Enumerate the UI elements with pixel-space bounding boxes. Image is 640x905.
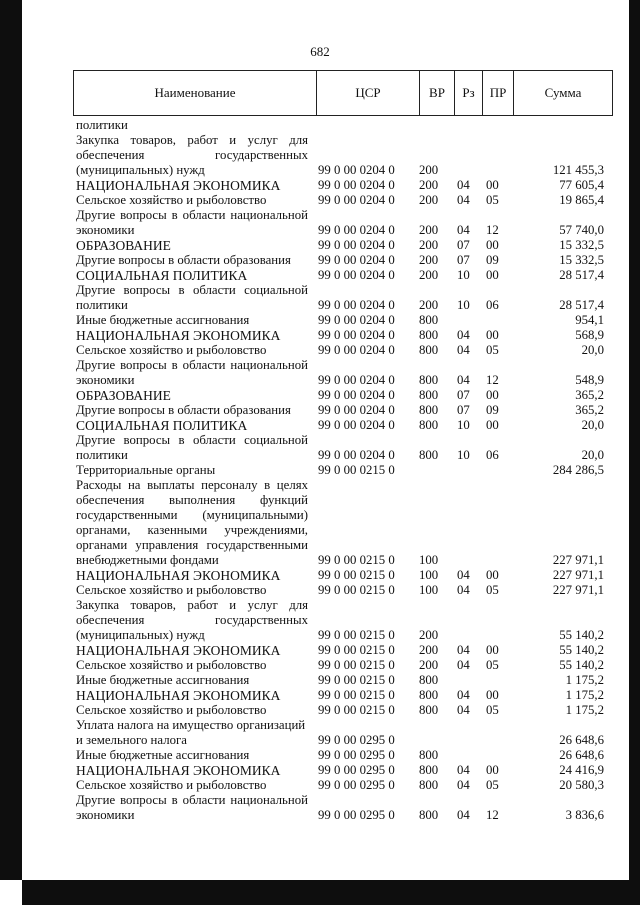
table-row xyxy=(0,193,640,208)
row-csr: 99 0 00 0215 0 xyxy=(318,583,395,597)
row-name: внебюджетными фондами xyxy=(76,553,219,567)
row-csr: 99 0 00 0215 0 xyxy=(318,703,395,717)
table-row xyxy=(0,808,640,823)
row-name: Расходы на выплаты персоналу в целях xyxy=(76,478,308,492)
row-sum: 20,0 xyxy=(581,448,604,462)
row-pr: 06 xyxy=(486,448,499,462)
row-rz: 10 xyxy=(457,298,470,312)
row-vr: 100 xyxy=(419,583,439,597)
row-name: ОБРАЗОВАНИЕ xyxy=(76,238,171,253)
row-sum: 121 455,3 xyxy=(552,163,604,177)
row-sum: 55 140,2 xyxy=(559,628,604,642)
table-row xyxy=(0,793,640,808)
table-row xyxy=(0,598,640,613)
row-pr: 12 xyxy=(486,223,499,237)
row-name: Другие вопросы в области национальной xyxy=(76,358,308,372)
table-row xyxy=(0,358,640,373)
row-sum: 227 971,1 xyxy=(552,568,604,582)
row-sum: 227 971,1 xyxy=(552,553,604,567)
row-pr: 00 xyxy=(486,643,499,657)
row-rz: 04 xyxy=(457,703,470,717)
table-row xyxy=(0,163,640,178)
row-name: экономики xyxy=(76,373,135,387)
row-name: политики xyxy=(76,118,128,132)
row-csr: 99 0 00 0204 0 xyxy=(318,298,395,312)
row-name: органами управления государственными xyxy=(76,538,308,552)
table-row xyxy=(0,268,640,283)
row-csr: 99 0 00 0215 0 xyxy=(318,643,395,657)
row-name: Иные бюджетные ассигнования xyxy=(76,313,250,327)
row-name: Сельское хозяйство и рыболовство xyxy=(76,343,267,357)
row-vr: 800 xyxy=(419,703,439,717)
row-csr: 99 0 00 0215 0 xyxy=(318,568,395,582)
row-csr: 99 0 00 0215 0 xyxy=(318,463,395,477)
row-pr: 05 xyxy=(486,343,499,357)
row-csr: 99 0 00 0204 0 xyxy=(318,343,395,357)
row-vr: 200 xyxy=(419,223,439,237)
table-row xyxy=(0,118,640,133)
table-row xyxy=(0,763,640,778)
row-rz: 07 xyxy=(457,403,470,417)
row-csr: 99 0 00 0204 0 xyxy=(318,223,395,237)
row-name: НАЦИОНАЛЬНАЯ ЭКОНОМИКА xyxy=(76,178,281,193)
row-vr: 200 xyxy=(419,253,439,267)
row-vr: 800 xyxy=(419,328,439,342)
header-name: Наименование xyxy=(154,85,236,100)
row-sum: 77 605,4 xyxy=(559,178,604,192)
row-name: СОЦИАЛЬНАЯ ПОЛИТИКА xyxy=(76,268,248,283)
row-sum: 568,9 xyxy=(575,328,604,342)
row-vr: 800 xyxy=(419,313,439,327)
row-rz: 04 xyxy=(457,688,470,702)
table-row xyxy=(0,343,640,358)
row-vr: 200 xyxy=(419,193,439,207)
row-rz: 04 xyxy=(457,223,470,237)
row-rz: 04 xyxy=(457,373,470,387)
row-pr: 00 xyxy=(486,388,499,402)
row-name: Территориальные органы xyxy=(76,463,216,477)
row-pr: 05 xyxy=(486,703,499,717)
row-sum: 227 971,1 xyxy=(552,583,604,597)
row-name: Сельское хозяйство и рыболовство xyxy=(76,193,267,207)
table-row xyxy=(0,223,640,238)
row-vr: 200 xyxy=(419,268,439,282)
row-csr: 99 0 00 0204 0 xyxy=(318,238,395,252)
table-row xyxy=(0,253,640,268)
row-sum: 28 517,4 xyxy=(559,298,604,312)
row-sum: 28 517,4 xyxy=(559,268,604,282)
table-row xyxy=(0,538,640,553)
row-vr: 200 xyxy=(419,238,439,252)
row-rz: 04 xyxy=(457,658,470,672)
row-csr: 99 0 00 0204 0 xyxy=(318,268,395,282)
row-pr: 05 xyxy=(486,778,499,792)
row-sum: 15 332,5 xyxy=(559,253,604,267)
row-name: Другие вопросы в области национальной xyxy=(76,208,308,222)
page-number: 682 xyxy=(310,44,330,59)
table-row xyxy=(0,748,640,763)
row-csr: 99 0 00 0204 0 xyxy=(318,403,395,417)
table-row xyxy=(0,283,640,298)
row-rz: 07 xyxy=(457,238,470,252)
row-csr: 99 0 00 0204 0 xyxy=(318,373,395,387)
row-name: Сельское хозяйство и рыболовство xyxy=(76,703,267,717)
row-pr: 12 xyxy=(486,373,499,387)
row-name: Уплата налога на имущество организаций xyxy=(76,718,306,732)
row-rz: 04 xyxy=(457,583,470,597)
row-vr: 800 xyxy=(419,403,439,417)
row-sum: 19 865,4 xyxy=(559,193,604,207)
header-pr: ПР xyxy=(489,85,507,100)
row-vr: 800 xyxy=(419,778,439,792)
row-rz: 04 xyxy=(457,643,470,657)
table-row xyxy=(0,478,640,493)
row-name: Сельское хозяйство и рыболовство xyxy=(76,658,267,672)
row-sum: 365,2 xyxy=(575,403,604,417)
row-name: НАЦИОНАЛЬНАЯ ЭКОНОМИКА xyxy=(76,643,281,658)
row-csr: 99 0 00 0295 0 xyxy=(318,733,395,747)
row-rz: 07 xyxy=(457,253,470,267)
row-rz: 07 xyxy=(457,388,470,402)
table-row xyxy=(0,313,640,328)
row-rz: 04 xyxy=(457,328,470,342)
row-name: экономики xyxy=(76,223,135,237)
row-name: НАЦИОНАЛЬНАЯ ЭКОНОМИКА xyxy=(76,328,281,343)
row-vr: 200 xyxy=(419,178,439,192)
row-name: Другие вопросы в области образования xyxy=(76,403,291,417)
row-rz: 04 xyxy=(457,808,470,822)
table-row xyxy=(0,733,640,748)
row-name: и земельного налога xyxy=(76,733,187,747)
row-name: Иные бюджетные ассигнования xyxy=(76,748,250,762)
row-name: Закупка товаров, работ и услуг для xyxy=(76,133,308,147)
row-name: государственными (муниципальными) xyxy=(76,508,308,522)
row-sum: 20 580,3 xyxy=(559,778,604,792)
row-name: Другие вопросы в области социальной xyxy=(76,433,308,447)
row-sum: 55 140,2 xyxy=(559,658,604,672)
table-row xyxy=(0,673,640,688)
row-sum: 548,9 xyxy=(575,373,604,387)
row-vr: 800 xyxy=(419,388,439,402)
row-pr: 06 xyxy=(486,298,499,312)
table-row xyxy=(0,508,640,523)
row-name: политики xyxy=(76,448,128,462)
table-row xyxy=(0,658,640,673)
table-row xyxy=(0,133,640,148)
row-name: СОЦИАЛЬНАЯ ПОЛИТИКА xyxy=(76,418,248,433)
row-pr: 05 xyxy=(486,658,499,672)
row-pr: 00 xyxy=(486,268,499,282)
row-name: НАЦИОНАЛЬНАЯ ЭКОНОМИКА xyxy=(76,568,281,583)
row-csr: 99 0 00 0204 0 xyxy=(318,163,395,177)
row-sum: 1 175,2 xyxy=(565,688,604,702)
row-csr: 99 0 00 0215 0 xyxy=(318,658,395,672)
row-vr: 800 xyxy=(419,748,439,762)
table-row xyxy=(0,643,640,658)
table-row xyxy=(0,448,640,463)
table-row xyxy=(0,328,640,343)
header-csr: ЦСР xyxy=(355,85,381,100)
row-pr: 12 xyxy=(486,808,499,822)
table-row xyxy=(0,238,640,253)
row-csr: 99 0 00 0295 0 xyxy=(318,763,395,777)
row-vr: 800 xyxy=(419,343,439,357)
table-row xyxy=(0,523,640,538)
scan-border-bottom xyxy=(22,880,640,905)
table-row xyxy=(0,778,640,793)
row-name: ОБРАЗОВАНИЕ xyxy=(76,388,171,403)
row-pr: 09 xyxy=(486,253,499,267)
row-csr: 99 0 00 0204 0 xyxy=(318,418,395,432)
row-vr: 100 xyxy=(419,553,439,567)
table-row xyxy=(0,493,640,508)
row-sum: 1 175,2 xyxy=(565,703,604,717)
row-pr: 00 xyxy=(486,238,499,252)
row-sum: 55 140,2 xyxy=(559,643,604,657)
row-csr: 99 0 00 0215 0 xyxy=(318,628,395,642)
table-row xyxy=(0,208,640,223)
row-csr: 99 0 00 0204 0 xyxy=(318,448,395,462)
row-sum: 26 648,6 xyxy=(559,733,604,747)
table-row xyxy=(0,583,640,598)
row-csr: 99 0 00 0295 0 xyxy=(318,748,395,762)
row-sum: 26 648,6 xyxy=(559,748,604,762)
header-sum: Сумма xyxy=(544,85,582,100)
table-row xyxy=(0,688,640,703)
row-csr: 99 0 00 0204 0 xyxy=(318,178,395,192)
row-csr: 99 0 00 0215 0 xyxy=(318,673,395,687)
row-sum: 15 332,5 xyxy=(559,238,604,252)
row-name: политики xyxy=(76,298,128,312)
row-pr: 00 xyxy=(486,688,499,702)
row-csr: 99 0 00 0204 0 xyxy=(318,313,395,327)
row-name: обеспечения государственных xyxy=(76,148,308,162)
table-row xyxy=(0,628,640,643)
row-name: Закупка товаров, работ и услуг для xyxy=(76,598,308,612)
row-sum: 365,2 xyxy=(575,388,604,402)
row-rz: 10 xyxy=(457,448,470,462)
row-sum: 20,0 xyxy=(581,418,604,432)
row-rz: 04 xyxy=(457,763,470,777)
row-name: Сельское хозяйство и рыболовство xyxy=(76,778,267,792)
table-row xyxy=(0,463,640,478)
table-row xyxy=(0,403,640,418)
row-pr: 09 xyxy=(486,403,499,417)
row-name: Иные бюджетные ассигнования xyxy=(76,673,250,687)
row-name: органами, казенными учреждениями, xyxy=(76,523,308,537)
row-name: обеспечения выполнения функций xyxy=(76,493,308,507)
row-name: Другие вопросы в области социальной xyxy=(76,283,308,297)
row-vr: 800 xyxy=(419,688,439,702)
row-name: экономики xyxy=(76,808,135,822)
row-csr: 99 0 00 0295 0 xyxy=(318,808,395,822)
table-row xyxy=(0,178,640,193)
row-csr: 99 0 00 0204 0 xyxy=(318,388,395,402)
table-row xyxy=(0,388,640,403)
row-name: (муниципальных) нужд xyxy=(76,628,205,642)
row-sum: 954,1 xyxy=(575,313,604,327)
row-name: обеспечения государственных xyxy=(76,613,308,627)
row-name: Другие вопросы в области национальной xyxy=(76,793,308,807)
row-pr: 00 xyxy=(486,178,499,192)
row-pr: 00 xyxy=(486,328,499,342)
header-rz: Рз xyxy=(462,85,475,100)
row-pr: 00 xyxy=(486,763,499,777)
row-vr: 200 xyxy=(419,163,439,177)
row-name: НАЦИОНАЛЬНАЯ ЭКОНОМИКА xyxy=(76,763,281,778)
row-rz: 10 xyxy=(457,418,470,432)
row-pr: 00 xyxy=(486,568,499,582)
row-csr: 99 0 00 0204 0 xyxy=(318,328,395,342)
row-vr: 800 xyxy=(419,448,439,462)
table-row xyxy=(0,148,640,163)
table-row xyxy=(0,418,640,433)
table-header xyxy=(73,70,613,116)
row-vr: 800 xyxy=(419,418,439,432)
row-name: (муниципальных) нужд xyxy=(76,163,205,177)
row-vr: 200 xyxy=(419,643,439,657)
row-sum: 1 175,2 xyxy=(565,673,604,687)
row-pr: 00 xyxy=(486,418,499,432)
row-sum: 3 836,6 xyxy=(565,808,604,822)
table-body xyxy=(0,118,640,823)
row-sum: 20,0 xyxy=(581,343,604,357)
row-name: Сельское хозяйство и рыболовство xyxy=(76,583,267,597)
row-csr: 99 0 00 0204 0 xyxy=(318,253,395,267)
row-rz: 04 xyxy=(457,178,470,192)
row-pr: 05 xyxy=(486,193,499,207)
table-row xyxy=(0,568,640,583)
row-rz: 04 xyxy=(457,343,470,357)
header-vr: ВР xyxy=(429,85,445,100)
table-row xyxy=(0,703,640,718)
row-rz: 10 xyxy=(457,268,470,282)
row-vr: 800 xyxy=(419,673,439,687)
table-row xyxy=(0,298,640,313)
row-vr: 200 xyxy=(419,658,439,672)
row-sum: 24 416,9 xyxy=(559,763,604,777)
row-name: Другие вопросы в области образования xyxy=(76,253,291,267)
table-row xyxy=(0,433,640,448)
row-csr: 99 0 00 0295 0 xyxy=(318,778,395,792)
table-row xyxy=(0,718,640,733)
table-row xyxy=(0,613,640,628)
row-vr: 800 xyxy=(419,373,439,387)
table-row xyxy=(0,373,640,388)
row-rz: 04 xyxy=(457,778,470,792)
row-rz: 04 xyxy=(457,193,470,207)
row-vr: 800 xyxy=(419,808,439,822)
table-row xyxy=(0,553,640,568)
row-rz: 04 xyxy=(457,568,470,582)
row-sum: 284 286,5 xyxy=(552,463,604,477)
row-vr: 800 xyxy=(419,763,439,777)
row-vr: 200 xyxy=(419,628,439,642)
row-pr: 05 xyxy=(486,583,499,597)
row-name: НАЦИОНАЛЬНАЯ ЭКОНОМИКА xyxy=(76,688,281,703)
row-vr: 100 xyxy=(419,568,439,582)
row-csr: 99 0 00 0204 0 xyxy=(318,193,395,207)
row-sum: 57 740,0 xyxy=(559,223,604,237)
row-csr: 99 0 00 0215 0 xyxy=(318,553,395,567)
row-csr: 99 0 00 0215 0 xyxy=(318,688,395,702)
row-vr: 200 xyxy=(419,298,439,312)
